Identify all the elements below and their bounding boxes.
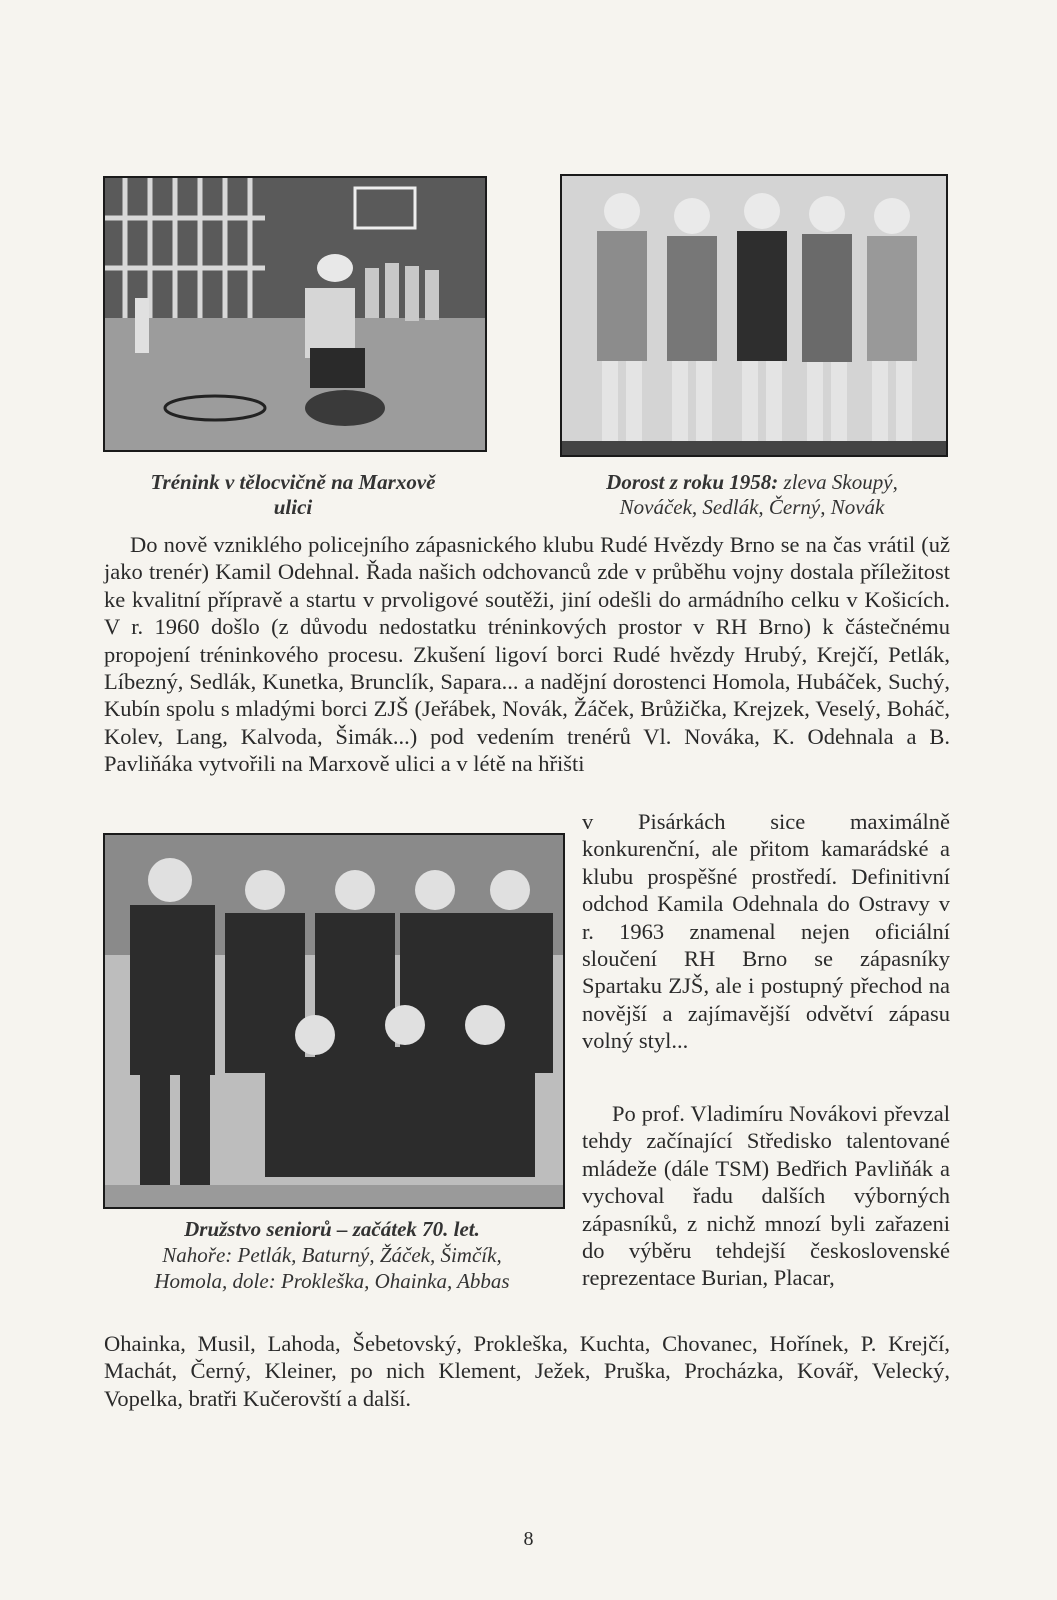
caption-training-line2: ulici xyxy=(273,495,313,519)
caption-juniors-rest: zleva Skoupý, xyxy=(778,470,898,494)
caption-seniors-team xyxy=(103,1216,561,1294)
page-number: 8 xyxy=(523,1528,534,1550)
caption-seniors-title: Družstvo seniorů – začátek 70. let. xyxy=(184,1217,480,1241)
caption-seniors-line3: Homola, dole: Prokleška, Ohainka, Abbas xyxy=(154,1269,510,1293)
caption-seniors-line2: Nahoře: Petlák, Baturný, Žáček, Šimčík, xyxy=(162,1243,502,1267)
paragraph-bottom: Ohainka, Musil, Lahoda, Šebetovský, Prokleška, Kuchta, Chovanec, Hořínek, P. Krejčí, Machát, Černý, Kleiner, po nich Klement, Ježek, Pruška, Procházka, Kovář, Velecký, Vopelka, bratři Kučerovští a další. xyxy=(104,1331,950,1411)
caption-training-gym xyxy=(103,470,483,520)
photo-seniors-team xyxy=(103,833,565,1209)
paragraph-column-2: Po prof. Vladimíru Novákovi převzal tehdy začínající Středisko talentované mládeže (dále TSM) Bedřich Pavliňák a vychoval řadu dalších výborných zápasníků, z nichž mnozí byli zařazeni do výběru tehdejší československé reprezentace Burian, Placar, xyxy=(582,1101,950,1291)
caption-juniors-1958 xyxy=(560,470,944,520)
paragraph-main: Do nově vzniklého policejního zápasnického klubu Rudé Hvězdy Brno se na čas vrátil (už jako trenér) Kamil Odehnal. Řada našich odchovanců zde v průběhu vojny dostala příležitost ke kvalitní přípravě a startu v prvoligové soutěži, jiní odešli do armádního celku v Košicích. V r. 1960 došlo (z důvodu nedostatku tréninkových prostor v RH Brno) k částečnému propojení tréninkového procesu. Zkušení ligoví borci Rudé hvězdy Hrubý, Krejčí, Petlák, Líbezný, Sedlák, Kunetka, Brunclík, Sapara... a nadějní dorostenci Homola, Hubáček, Suchý, Kubín spolu s mladými borci ZJŠ (Jeřábek, Novák, Žáček, Brůžička, Krejzek, Veselý, Boháč, Kolev, Lang, Kalvoda, Šimák...) pod vedením trenérů Vl. Nováka, K. Odehnala a B. Pavliňáka vytvořili na Marxově ulici a v létě na hřišti xyxy=(104,532,950,777)
caption-juniors-line2: Nováček, Sedlák, Černý, Novák xyxy=(619,495,885,519)
photo-juniors-1958 xyxy=(560,174,948,457)
paragraph-column-1: v Pisárkách sice maximálně konkurenční, ale přitom kamarádské a klubu prospěšné prostředí. Definitivní odchod Kamila Odehnala do Ostravy v r. 1963 znamenal nejen oficiální sloučení RH Brno se zápasníky Spartaku ZJŠ, ale i postupný přechod na novější a zajímavější odvětví zápasu volný styl... xyxy=(582,809,950,1054)
caption-juniors-title: Dorost z roku 1958: xyxy=(606,470,779,494)
caption-training-title: Trénink v tělocvičně na Marxově xyxy=(150,470,436,494)
photo-training-gym xyxy=(103,176,487,452)
